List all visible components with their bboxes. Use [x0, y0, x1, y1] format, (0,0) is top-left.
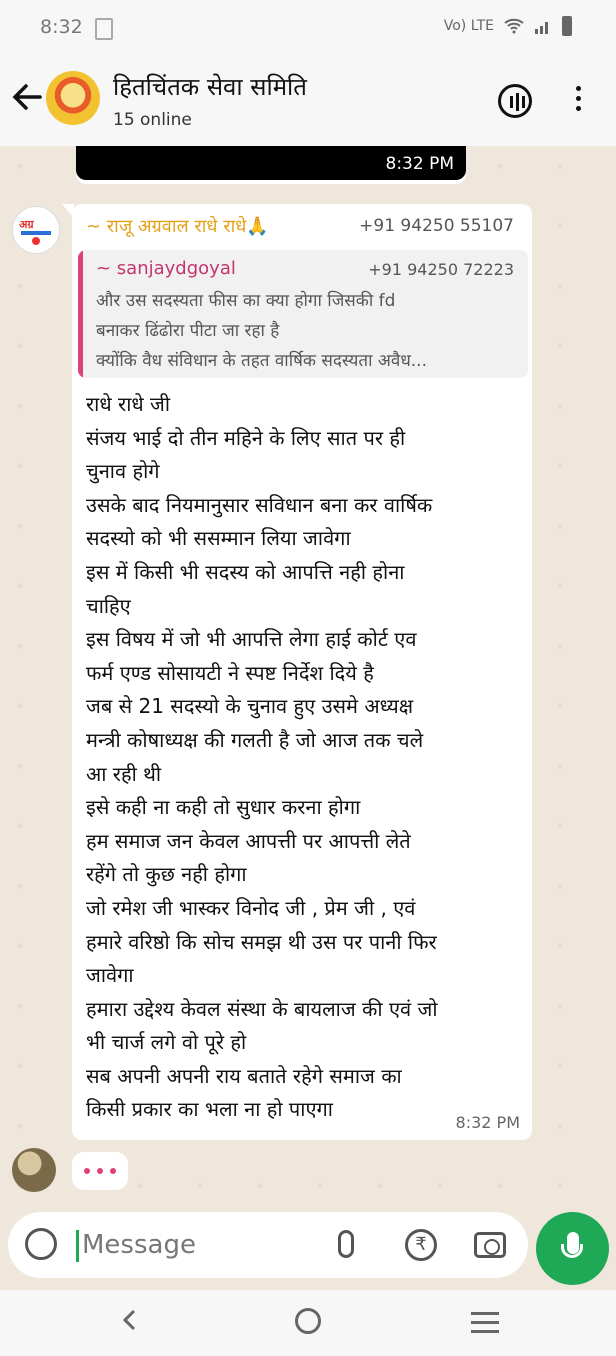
chat-header	[0, 58, 616, 146]
previous-image-message[interactable]	[76, 146, 466, 184]
message-line: राधे राधे जी	[86, 392, 171, 416]
typing-user-avatar[interactable]	[12, 1148, 56, 1192]
system-nav-bar	[0, 1290, 616, 1356]
wifi-icon	[504, 18, 524, 34]
chat-area[interactable]	[0, 146, 616, 1212]
voice-chat-icon[interactable]	[498, 84, 532, 118]
message-bubble[interactable]	[72, 204, 532, 1140]
message-line: इसे कही ना कही तो सुधार करना होगा	[86, 795, 361, 820]
payment-icon[interactable]: ₹	[405, 1229, 437, 1261]
message-line: हमारा उद्देश्य केवल संस्था के बायलाज की एवं जो	[86, 996, 438, 1021]
back-arrow-icon[interactable]	[10, 80, 44, 114]
quote-line: और उस सदस्यता फीस का क्या होगा जिसकी fd	[96, 291, 396, 311]
message-line: भी चार्ज लगे वो पूरे हो	[86, 1030, 247, 1055]
sender-avatar[interactable]	[12, 206, 60, 254]
message-line: जो रमेश जी भास्कर विनोद जी , प्रेम जी , एवं	[86, 895, 416, 920]
message-line: रहेंगे तो कुछ नही होगा	[86, 862, 247, 887]
message-line: चुनाव होगे	[86, 459, 160, 484]
message-line: इस में किसी भी सदस्य को आपत्ति नही होना	[86, 559, 405, 584]
battery-icon	[562, 16, 572, 36]
message-time: 8:32 PM	[385, 154, 454, 174]
message-line: सदस्यो को भी ससम्मान लिया जावेगा	[86, 526, 351, 551]
voice-message-button[interactable]	[536, 1212, 609, 1285]
message-line: संजय भाई दो तीन महिने के लिए सात पर ही	[86, 425, 406, 450]
quoted-message[interactable]	[78, 250, 528, 378]
status-time: 8:32	[40, 16, 83, 38]
message-line: जावेगा	[86, 963, 134, 988]
attach-icon[interactable]	[338, 1230, 354, 1258]
message-line: जब से 21 सदस्यो के चुनाव हुए उसमे अध्यक्ष	[86, 694, 414, 719]
more-options-icon[interactable]	[576, 86, 584, 116]
message-input[interactable]: Message	[82, 1230, 196, 1260]
nav-back-icon[interactable]	[118, 1308, 142, 1332]
camera-icon[interactable]	[474, 1232, 506, 1258]
nav-home-icon[interactable]	[295, 1308, 321, 1334]
text-caret	[76, 1230, 79, 1262]
group-avatar[interactable]	[46, 71, 100, 125]
message-line: फर्म एण्ड सोसायटी ने स्पष्ट निर्देश दिये है	[86, 660, 374, 685]
quote-author: ~ sanjaydgoyal	[96, 258, 236, 279]
message-line: सब अपनी अपनी राय बताते रहेगे समाज का	[86, 1063, 402, 1088]
sticker-icon[interactable]	[25, 1228, 57, 1260]
sender-phone: +91 94250 55107	[359, 216, 514, 236]
message-line: हमारे वरिष्ठो कि सोच समझ थी उस पर पानी फिर	[86, 929, 437, 954]
sim-icon	[95, 18, 113, 40]
message-line: इस विषय में जो भी आपत्ति लेगा हाई कोर्ट एव	[86, 627, 417, 652]
quote-line: बनाकर ढिंढोरा पीटा जा रहा है	[96, 321, 280, 341]
nav-menu-icon[interactable]	[471, 1312, 499, 1339]
message-line: मन्त्री कोषाध्यक्ष की गलती है जो आज तक चले	[86, 727, 424, 752]
status-icons	[444, 16, 572, 36]
logo-mark: अग्र	[19, 218, 34, 231]
message-line: उसके बाद नियमानुसार सविधान बना कर वार्षिक	[86, 492, 433, 517]
message-line: किसी प्रकार का भला ना हो पाएगा	[86, 1097, 333, 1122]
message-time: 8:32 PM	[455, 1113, 520, 1132]
typing-indicator	[72, 1152, 128, 1190]
message-input-bar	[8, 1212, 528, 1278]
message-text	[86, 388, 526, 1127]
quote-phone: +91 94250 72223	[368, 260, 514, 279]
online-count: 15 online	[113, 110, 192, 130]
sender-name[interactable]: ~ राजू अग्रवाल राधे राधे🙏	[86, 216, 269, 237]
message-line: चाहिए	[86, 593, 131, 618]
message-line: हम समाज जन केवल आपत्ती पर आपत्ती लेते	[86, 828, 411, 853]
message-line: आ रही थी	[86, 761, 162, 786]
status-bar	[0, 0, 616, 58]
signal-label: Vo) LTE	[443, 18, 494, 34]
cell-signal-icon	[534, 18, 552, 34]
quote-line: क्योंकि वैध संविधान के तहत वार्षिक सदस्यता अवैध...	[96, 351, 427, 371]
group-title[interactable]: हितचिंतक सेवा समिति	[113, 73, 307, 101]
